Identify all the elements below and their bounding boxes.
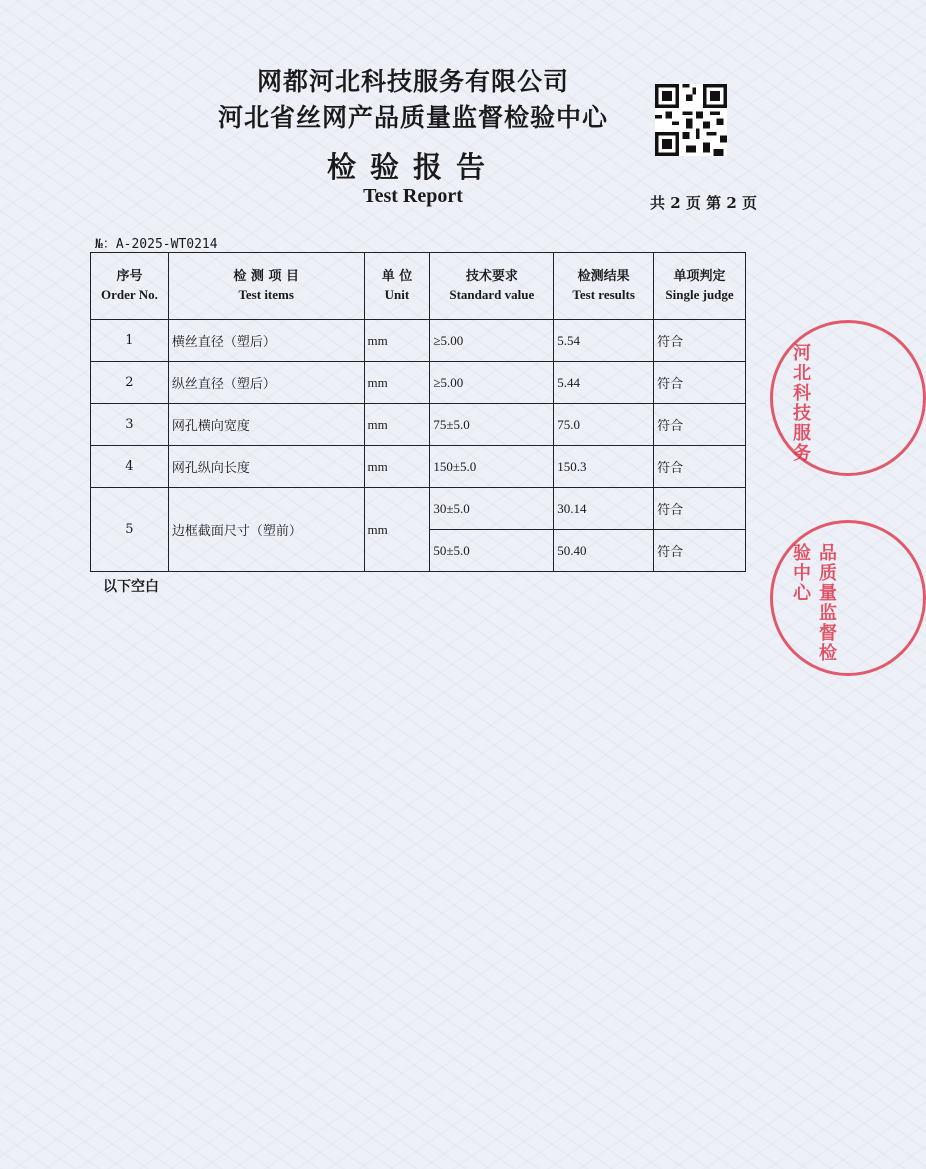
cell-standard: 30±5.0 [430, 488, 554, 530]
stamp-text: 河北科技服务 [790, 343, 811, 463]
table-header-row [91, 253, 746, 320]
report-title-cn: 检验报告 [326, 150, 499, 184]
col-header-results: 检测结果 Test results [554, 253, 654, 320]
cell-no: 1 [91, 320, 169, 362]
cell-judge: 符合 [654, 530, 746, 572]
cell-no: 2 [91, 362, 169, 404]
company-name: 网都河北科技服务有限公司 [256, 67, 569, 96]
cell-judge: 符合 [654, 362, 746, 404]
inspection-seal-stamp [770, 520, 926, 676]
cell-result: 150.3 [554, 446, 654, 488]
cell-result: 5.44 [554, 362, 654, 404]
cell-standard: ≥5.00 [430, 320, 554, 362]
cell-standard: 50±5.0 [430, 530, 554, 572]
report-title-en: Test Report [363, 185, 463, 207]
cell-standard: 75±5.0 [430, 404, 554, 446]
col-header-order: 序号 Order No. [91, 253, 169, 320]
page-count: 共 2 页 第 2 页 [650, 194, 757, 212]
cell-unit: mm [364, 404, 430, 446]
cell-no: 4 [91, 446, 169, 488]
cell-standard: 150±5.0 [430, 446, 554, 488]
col-header-items: 检 测 项 目 Test items [168, 253, 364, 320]
col-header-standard: 技术要求 Standard value [430, 253, 554, 320]
cell-judge: 符合 [654, 488, 746, 530]
cell-no: 3 [91, 404, 169, 446]
cell-unit: mm [364, 446, 430, 488]
cell-item: 横丝直径（塑后） [168, 320, 364, 362]
cell-item: 网孔横向宽度 [168, 404, 364, 446]
qr-code-icon [655, 84, 727, 156]
cell-result: 5.54 [554, 320, 654, 362]
cell-standard: ≥5.00 [430, 362, 554, 404]
blank-below-note: 以下空白 [103, 579, 159, 595]
official-seal-stamp [770, 320, 926, 476]
col-header-judge: 单项判定 Single judge [654, 253, 746, 320]
cell-item: 边框截面尺寸（塑前） [168, 488, 364, 572]
test-results-table [90, 252, 746, 572]
cell-result: 50.40 [554, 530, 654, 572]
col-header-unit: 单 位 Unit [364, 253, 430, 320]
table-row [91, 362, 746, 404]
stamp-text: 品质量监督检验中心 [790, 543, 837, 663]
cell-judge: 符合 [654, 404, 746, 446]
cell-result: 30.14 [554, 488, 654, 530]
cell-result: 75.0 [554, 404, 654, 446]
report-number: №：A-2025-WT0214 [95, 237, 218, 252]
cell-item: 网孔纵向长度 [168, 446, 364, 488]
cell-unit: mm [364, 488, 430, 572]
cell-no: 5 [91, 488, 169, 572]
cell-judge: 符合 [654, 446, 746, 488]
table-row [91, 404, 746, 446]
cell-unit: mm [364, 362, 430, 404]
cell-unit: mm [364, 320, 430, 362]
cell-judge: 符合 [654, 320, 746, 362]
center-name: 河北省丝网产品质量监督检验中心 [217, 103, 608, 132]
cell-item: 纵丝直径（塑后） [168, 362, 364, 404]
table-row [91, 488, 746, 530]
table-row [91, 320, 746, 362]
table-row [91, 446, 746, 488]
